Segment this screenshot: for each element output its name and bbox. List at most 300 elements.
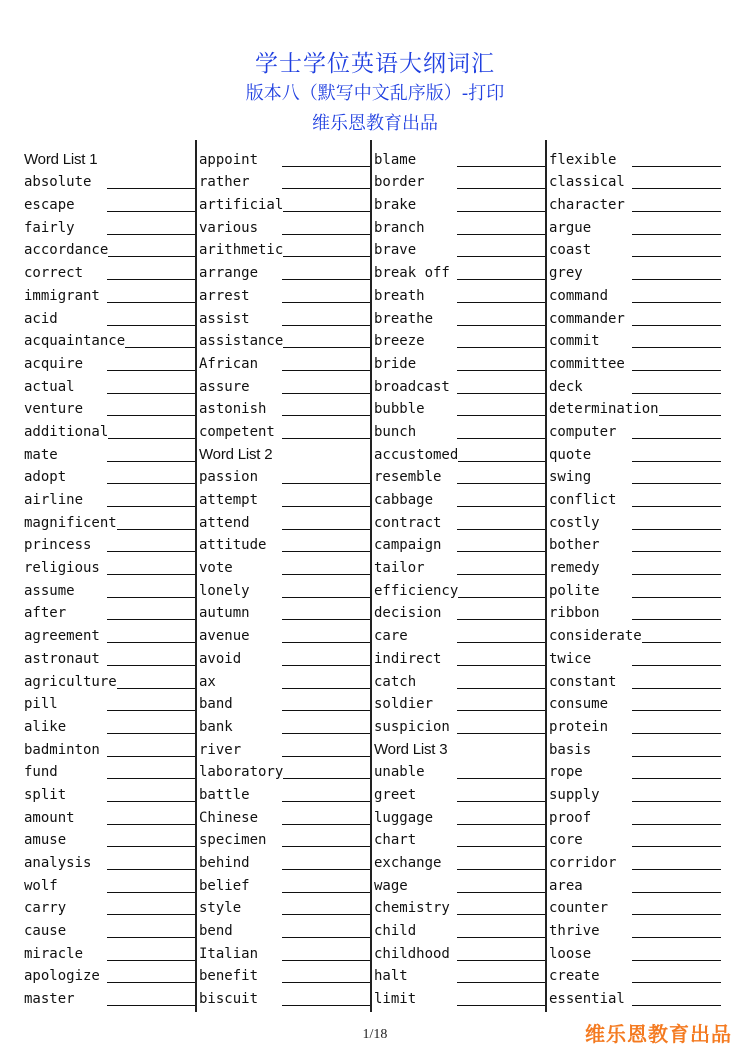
word-text: autumn	[199, 605, 250, 622]
answer-blank-line	[107, 597, 196, 598]
word-text: African	[199, 355, 259, 372]
word-text: ribbon	[549, 605, 600, 622]
answer-blank-line	[632, 665, 721, 666]
column-divider	[370, 140, 372, 1012]
word-text: chart	[374, 832, 417, 849]
word-column-4	[549, 140, 721, 1012]
word-text: analysis	[24, 855, 92, 871]
answer-blank-line	[282, 824, 371, 825]
answer-blank-line	[107, 937, 196, 938]
word-row	[374, 418, 546, 441]
word-text: master	[24, 991, 75, 1008]
word-row	[24, 759, 196, 782]
answer-blank-line	[282, 914, 371, 915]
word-row	[549, 146, 721, 169]
word-text: childhood	[374, 945, 450, 962]
word-text: efficiency	[374, 582, 459, 599]
answer-blank-line	[457, 665, 546, 666]
word-row	[374, 759, 546, 782]
answer-blank-line	[632, 393, 721, 394]
answer-blank-line	[107, 279, 196, 280]
word-text: border	[374, 174, 425, 191]
word-text: classical	[549, 174, 625, 191]
word-row	[549, 418, 721, 441]
answer-blank-line	[457, 824, 546, 825]
answer-blank-line	[107, 914, 196, 915]
answer-blank-line	[632, 166, 721, 167]
word-text: bride	[374, 355, 417, 372]
word-row	[549, 963, 721, 986]
answer-blank-line	[282, 937, 371, 938]
word-text: specimen	[199, 832, 267, 849]
answer-blank-line	[457, 529, 546, 530]
word-text: escape	[24, 197, 75, 214]
word-text: passion	[199, 469, 259, 486]
word-row	[24, 985, 196, 1008]
answer-blank-line	[632, 937, 721, 938]
word-text: counter	[549, 900, 609, 917]
answer-blank-line	[107, 574, 196, 575]
word-text: consume	[549, 696, 609, 713]
word-row	[199, 736, 371, 759]
answer-blank-line	[632, 325, 721, 326]
word-text: Chinese	[199, 809, 259, 826]
word-text: benefit	[199, 968, 259, 985]
word-row	[374, 396, 546, 419]
word-row	[374, 781, 546, 804]
answer-blank-line	[632, 688, 721, 689]
word-row	[374, 827, 546, 850]
word-row	[549, 849, 721, 872]
word-text: avenue	[199, 628, 250, 645]
word-row	[199, 237, 371, 260]
word-row	[24, 940, 196, 963]
word-row	[24, 554, 196, 577]
answer-blank-line	[457, 211, 546, 212]
word-text: blame	[374, 151, 417, 168]
word-row	[549, 259, 721, 282]
word-row	[199, 985, 371, 1008]
answer-blank-line	[632, 710, 721, 711]
answer-blank-line	[282, 506, 371, 507]
answer-blank-line	[632, 279, 721, 280]
answer-blank-line	[107, 370, 196, 371]
answer-blank-line	[457, 937, 546, 938]
word-text: style	[199, 900, 242, 917]
answer-blank-line	[632, 824, 721, 825]
word-text: greet	[374, 786, 417, 803]
answer-blank-line	[107, 824, 196, 825]
word-row	[24, 645, 196, 668]
answer-blank-line	[457, 302, 546, 303]
answer-blank-line	[117, 688, 196, 689]
answer-blank-line	[107, 710, 196, 711]
word-row	[24, 668, 196, 691]
answer-blank-line	[632, 597, 721, 598]
word-row	[374, 554, 546, 577]
word-text: arithmetic	[199, 242, 284, 259]
word-row	[24, 713, 196, 736]
word-text: remedy	[549, 560, 600, 577]
word-row	[199, 963, 371, 986]
word-row	[549, 713, 721, 736]
word-text: character	[549, 197, 625, 214]
word-row	[24, 532, 196, 555]
answer-blank-line	[457, 869, 546, 870]
answer-blank-line	[282, 325, 371, 326]
word-text: biscuit	[199, 991, 259, 1008]
word-text: pill	[24, 696, 58, 713]
word-text: lonely	[199, 582, 250, 599]
word-text: accustomed	[374, 446, 459, 463]
answer-blank-line	[117, 529, 196, 530]
word-row	[199, 486, 371, 509]
word-text: corridor	[549, 855, 617, 871]
word-row	[549, 554, 721, 577]
word-text: carry	[24, 900, 67, 917]
word-row	[24, 781, 196, 804]
word-row	[374, 509, 546, 532]
word-row	[374, 804, 546, 827]
word-row	[374, 577, 546, 600]
answer-blank-line	[107, 778, 196, 779]
word-text: fund	[24, 764, 58, 781]
answer-blank-line	[632, 483, 721, 484]
word-row	[199, 214, 371, 237]
answer-blank-line	[632, 982, 721, 983]
word-row	[24, 691, 196, 714]
answer-blank-line	[282, 688, 371, 689]
answer-blank-line	[107, 892, 196, 893]
word-text: constant	[549, 673, 617, 690]
word-row	[199, 827, 371, 850]
word-text: absolute	[24, 174, 92, 191]
answer-blank-line	[282, 982, 371, 983]
word-text: area	[549, 877, 583, 894]
word-text: limit	[374, 991, 417, 1008]
word-text: costly	[549, 514, 600, 531]
word-row	[374, 441, 546, 464]
word-text: breath	[374, 287, 425, 304]
word-text: exchange	[374, 855, 442, 871]
word-row	[549, 486, 721, 509]
answer-blank-line	[282, 619, 371, 620]
word-row	[549, 759, 721, 782]
answer-blank-line	[282, 710, 371, 711]
word-text: assure	[199, 378, 250, 395]
word-row	[374, 350, 546, 373]
word-text: laboratory	[199, 764, 284, 781]
word-row	[199, 713, 371, 736]
word-text: determination	[549, 401, 659, 418]
word-row	[549, 214, 721, 237]
word-text: wage	[374, 877, 408, 894]
word-text: artificial	[199, 197, 284, 214]
answer-blank-line	[457, 574, 546, 575]
word-row	[24, 237, 196, 260]
word-row	[374, 191, 546, 214]
answer-blank-line	[107, 506, 196, 507]
word-text: after	[24, 605, 67, 622]
answer-blank-line	[107, 756, 196, 757]
word-text: accordance	[24, 242, 109, 259]
answer-blank-line	[282, 393, 371, 394]
word-text: bother	[549, 537, 600, 554]
word-row	[199, 532, 371, 555]
word-row	[199, 645, 371, 668]
answer-blank-line	[632, 733, 721, 734]
column-divider	[195, 140, 197, 1012]
word-text: chemistry	[374, 900, 450, 917]
answer-blank-line	[107, 619, 196, 620]
answer-blank-line	[125, 347, 196, 348]
word-list-title: Word List 3	[374, 740, 448, 758]
word-row	[199, 509, 371, 532]
answer-blank-line	[632, 846, 721, 847]
answer-blank-line	[457, 279, 546, 280]
answer-blank-line	[107, 551, 196, 552]
word-text: rather	[199, 174, 250, 191]
answer-blank-line	[632, 801, 721, 802]
word-text: arrange	[199, 265, 259, 282]
word-row	[24, 464, 196, 487]
answer-blank-line	[632, 960, 721, 961]
word-row	[549, 895, 721, 918]
word-text: astonish	[199, 401, 267, 418]
word-row	[374, 600, 546, 623]
word-text: brake	[374, 197, 417, 214]
word-text: airline	[24, 492, 84, 508]
answer-blank-line	[282, 665, 371, 666]
word-row	[199, 622, 371, 645]
answer-blank-line	[632, 574, 721, 575]
word-row	[549, 373, 721, 396]
answer-blank-line	[107, 642, 196, 643]
word-row	[374, 464, 546, 487]
word-row	[199, 759, 371, 782]
word-row	[549, 464, 721, 487]
answer-blank-line	[282, 188, 371, 189]
word-text: split	[24, 786, 67, 803]
word-text: badminton	[24, 741, 100, 758]
answer-blank-line	[632, 551, 721, 552]
page-title: 学士学位英语大纲词汇	[255, 51, 495, 77]
word-text: decision	[374, 605, 442, 622]
word-row	[199, 554, 371, 577]
word-row	[549, 622, 721, 645]
answer-blank-line	[107, 846, 196, 847]
word-row	[199, 940, 371, 963]
word-text: vote	[199, 560, 233, 577]
answer-blank-line	[632, 211, 721, 212]
answer-blank-line	[282, 551, 371, 552]
word-text: apologize	[24, 968, 100, 985]
word-row	[549, 169, 721, 192]
answer-blank-line	[107, 960, 196, 961]
word-list-title: Word List 2	[199, 445, 273, 463]
word-text: adopt	[24, 469, 67, 486]
word-row	[24, 305, 196, 328]
word-row	[374, 373, 546, 396]
word-row	[199, 917, 371, 940]
answer-blank-line	[458, 461, 546, 462]
answer-blank-line	[107, 1005, 196, 1006]
answer-blank-line	[632, 347, 721, 348]
word-text: behind	[199, 855, 250, 871]
answer-blank-line	[457, 415, 546, 416]
answer-blank-line	[632, 461, 721, 462]
word-row	[374, 486, 546, 509]
word-row	[549, 827, 721, 850]
word-text: committee	[549, 355, 625, 372]
word-text: cause	[24, 923, 67, 940]
word-text: thrive	[549, 923, 600, 940]
word-text: immigrant	[24, 287, 100, 304]
answer-blank-line	[282, 642, 371, 643]
word-row	[24, 963, 196, 986]
word-row	[374, 259, 546, 282]
word-text: magnificent	[24, 514, 117, 531]
answer-blank-line	[632, 869, 721, 870]
publisher-line: 维乐恩教育出品	[312, 113, 438, 134]
answer-blank-line	[107, 325, 196, 326]
answer-blank-line	[457, 393, 546, 394]
word-row	[199, 895, 371, 918]
answer-blank-line	[283, 256, 371, 257]
word-row	[199, 668, 371, 691]
word-row	[374, 214, 546, 237]
word-row	[549, 350, 721, 373]
answer-blank-line	[632, 302, 721, 303]
word-row	[24, 917, 196, 940]
word-text: religious	[24, 560, 100, 577]
word-row	[199, 305, 371, 328]
word-text: brave	[374, 242, 417, 259]
answer-blank-line	[457, 733, 546, 734]
word-row	[24, 600, 196, 623]
word-text: attempt	[199, 492, 259, 508]
answer-blank-line	[107, 801, 196, 802]
word-text: bunch	[374, 423, 417, 440]
answer-blank-line	[108, 438, 196, 439]
word-row	[24, 282, 196, 305]
word-text: core	[549, 832, 583, 849]
word-row	[374, 282, 546, 305]
word-row	[24, 804, 196, 827]
answer-blank-line	[282, 801, 371, 802]
word-text: breeze	[374, 333, 425, 350]
answer-blank-line	[457, 710, 546, 711]
answer-blank-line	[107, 302, 196, 303]
word-row	[24, 509, 196, 532]
word-text: basis	[549, 741, 592, 758]
word-row	[549, 282, 721, 305]
answer-blank-line	[282, 302, 371, 303]
word-text: acid	[24, 310, 58, 327]
word-text: coast	[549, 242, 592, 259]
word-text: contract	[374, 514, 442, 531]
word-row	[199, 418, 371, 441]
answer-blank-line	[457, 914, 546, 915]
word-row	[549, 600, 721, 623]
word-text: assistance	[199, 333, 284, 350]
word-text: command	[549, 287, 609, 304]
word-text: various	[199, 219, 259, 236]
word-text: attitude	[199, 537, 267, 554]
word-text: river	[199, 741, 242, 758]
word-row	[199, 373, 371, 396]
word-row	[24, 895, 196, 918]
answer-blank-line	[282, 529, 371, 530]
word-text: additional	[24, 423, 109, 440]
answer-blank-line	[282, 597, 371, 598]
word-row	[549, 736, 721, 759]
word-text: luggage	[374, 809, 434, 826]
answer-blank-line	[457, 347, 546, 348]
word-row	[199, 328, 371, 351]
word-text: flexible	[549, 151, 617, 168]
answer-blank-line	[282, 733, 371, 734]
word-text: assist	[199, 310, 250, 327]
answer-blank-line	[107, 483, 196, 484]
word-text: acquaintance	[24, 333, 126, 350]
answer-blank-line	[282, 846, 371, 847]
word-row	[549, 917, 721, 940]
word-row	[549, 577, 721, 600]
word-text: agriculture	[24, 673, 117, 690]
answer-blank-line	[457, 801, 546, 802]
answer-blank-line	[282, 370, 371, 371]
answer-blank-line	[632, 234, 721, 235]
word-row	[374, 985, 546, 1008]
word-row	[549, 305, 721, 328]
answer-blank-line	[457, 551, 546, 552]
word-row	[374, 668, 546, 691]
word-row	[24, 191, 196, 214]
word-text: catch	[374, 673, 417, 690]
word-text: argue	[549, 219, 592, 236]
word-row	[24, 373, 196, 396]
word-text: polite	[549, 582, 600, 599]
word-row	[199, 169, 371, 192]
answer-blank-line	[457, 846, 546, 847]
word-text: assume	[24, 582, 75, 599]
answer-blank-line	[457, 619, 546, 620]
answer-blank-line	[282, 279, 371, 280]
word-text: unable	[374, 764, 425, 781]
word-text: attend	[199, 514, 250, 531]
word-row	[374, 691, 546, 714]
word-row	[374, 532, 546, 555]
word-row	[199, 781, 371, 804]
answer-blank-line	[632, 438, 721, 439]
word-row	[24, 736, 196, 759]
word-text: ax	[199, 673, 216, 690]
word-text: acquire	[24, 355, 84, 372]
word-row	[199, 872, 371, 895]
word-text: quote	[549, 446, 592, 463]
word-row	[24, 577, 196, 600]
answer-blank-line	[107, 461, 196, 462]
answer-blank-line	[282, 574, 371, 575]
answer-blank-line	[457, 778, 546, 779]
answer-blank-line	[632, 778, 721, 779]
word-list-heading	[374, 736, 546, 759]
word-row	[549, 509, 721, 532]
answer-blank-line	[107, 982, 196, 983]
word-text: branch	[374, 219, 425, 236]
word-row	[199, 849, 371, 872]
